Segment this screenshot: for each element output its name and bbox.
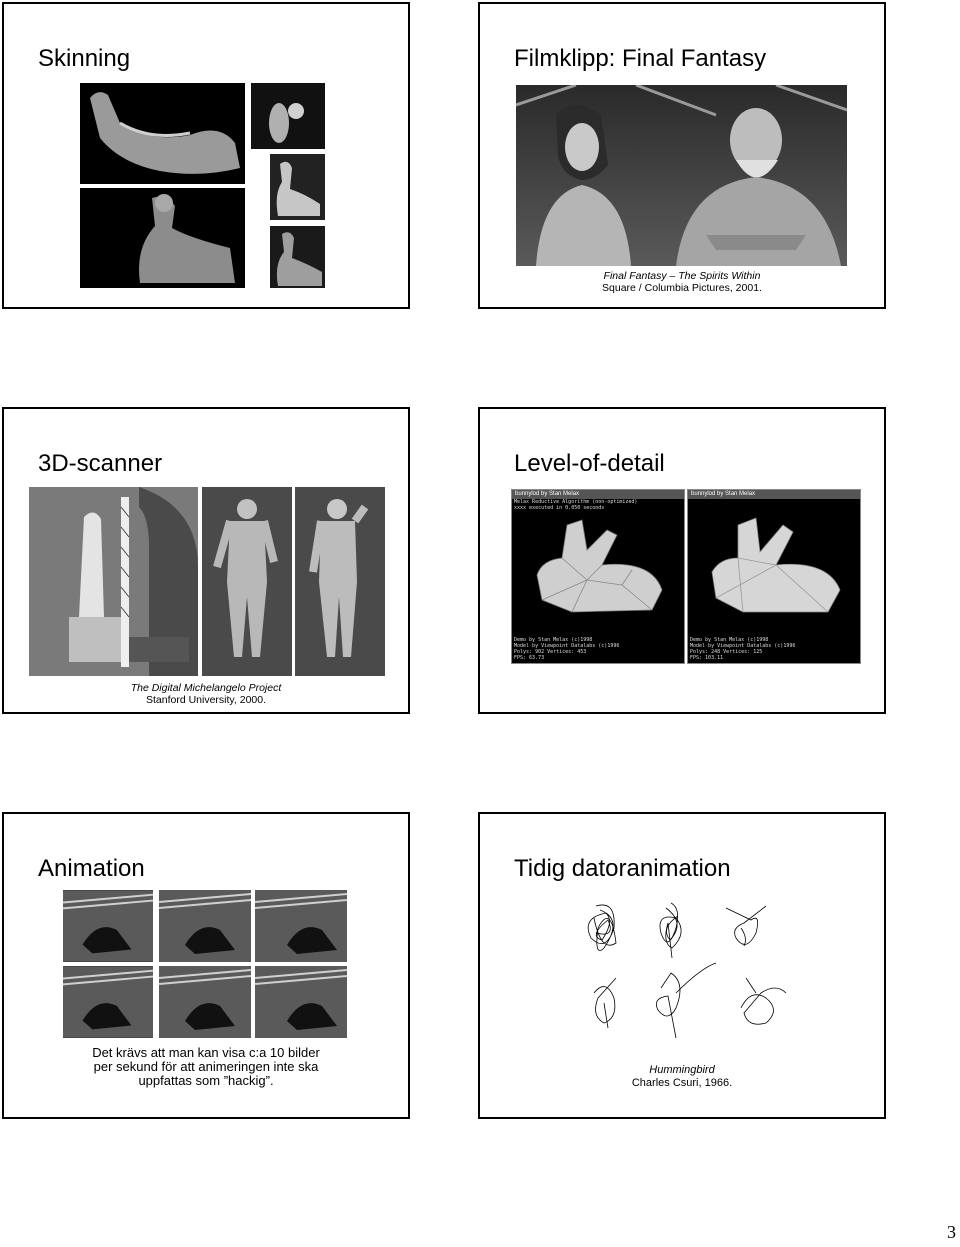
motion-frame-graphic bbox=[255, 890, 347, 962]
caption-line-1: Hummingbird bbox=[649, 1064, 715, 1076]
animation-caption bbox=[4, 1046, 408, 1088]
animation-frame bbox=[255, 890, 347, 962]
page-number: 3 bbox=[947, 1222, 956, 1242]
motion-frame-graphic bbox=[159, 890, 251, 962]
footer-line: FPS: 103.11 bbox=[690, 655, 724, 661]
animation-frame bbox=[159, 890, 251, 962]
slide-animation bbox=[2, 812, 410, 1119]
caption-line-1: Final Fantasy – The Spirits Within bbox=[603, 270, 761, 282]
slide-title: Level-of-detail bbox=[514, 450, 665, 477]
slide-final-fantasy bbox=[478, 2, 886, 309]
caption-line-3: uppfattas som ”hackig”. bbox=[138, 1073, 274, 1088]
footer-line: Polys: 248 Vertices: 125 bbox=[690, 649, 763, 655]
slide-title: Skinning bbox=[38, 45, 131, 72]
animation-frame bbox=[255, 966, 347, 1038]
hummingbird-caption bbox=[480, 1064, 884, 1090]
caption-line-2: per sekund för att animeringen inte ska bbox=[93, 1059, 319, 1074]
arm-photo-small-3 bbox=[270, 226, 325, 288]
footer-line: Polys: 902 Vertices: 453 bbox=[514, 649, 587, 655]
animation-frame bbox=[63, 890, 153, 962]
arm-photo-small-2 bbox=[270, 154, 325, 220]
david-back-scan bbox=[202, 487, 292, 676]
footer-line: Model by Viewpoint Datalabs (c)1996 bbox=[690, 643, 796, 649]
slide-level-of-detail bbox=[478, 407, 886, 714]
bunny-mesh-high bbox=[512, 510, 684, 620]
arm-photo-large-bottom bbox=[80, 188, 245, 288]
motion-frame-graphic bbox=[63, 966, 153, 1038]
caption-line-1: The Digital Michelangelo Project bbox=[130, 682, 282, 694]
footer-line: Model by Viewpoint Datalabs (c)1996 bbox=[514, 643, 620, 649]
slide-title: Filmklipp: Final Fantasy bbox=[514, 45, 767, 72]
slide-title: Animation bbox=[38, 855, 145, 882]
animation-frame bbox=[63, 966, 153, 1038]
caption-line-1: Det krävs att man kan visa c:a 10 bilder bbox=[92, 1045, 320, 1060]
slide-title: Tidig datoranimation bbox=[514, 855, 731, 882]
lod-window-low-poly bbox=[687, 489, 861, 664]
final-fantasy-caption bbox=[480, 270, 884, 294]
slide-title: 3D-scanner bbox=[38, 450, 163, 477]
footer-line: FPS: 63.73 bbox=[514, 655, 545, 661]
animation-frame bbox=[159, 966, 251, 1038]
hummingbird-drawings bbox=[576, 898, 812, 1058]
slide-early-animation bbox=[478, 812, 886, 1119]
window-title: bunnylod by Stan Melax bbox=[512, 490, 684, 499]
caption-line-2: Stanford University, 2000. bbox=[145, 694, 267, 706]
console-line: xxxx executed in 0.050 seconds bbox=[514, 505, 605, 511]
motion-frame-graphic bbox=[63, 890, 153, 962]
lod-window-high-poly bbox=[511, 489, 685, 664]
gantry-photo bbox=[29, 487, 198, 676]
caption-line-2: Square / Columbia Pictures, 2001. bbox=[602, 282, 762, 294]
slide-3d-scanner bbox=[2, 407, 410, 714]
david-front-scan bbox=[295, 487, 385, 676]
final-fantasy-still bbox=[516, 85, 847, 266]
console-line: Melax Reductive Algorithm (non-optimized) bbox=[514, 499, 638, 505]
arm-photo-small-1 bbox=[251, 83, 325, 149]
scanner-caption bbox=[4, 682, 408, 706]
bunny-mesh-low bbox=[688, 510, 860, 620]
motion-frame-graphic bbox=[159, 966, 251, 1038]
caption-line-2: Charles Csuri, 1966. bbox=[631, 1077, 733, 1089]
footer-line: Demo by Stan Melax (c)1998 bbox=[690, 637, 769, 643]
slide-skinning bbox=[2, 2, 410, 309]
arm-photo-large-top bbox=[80, 83, 245, 184]
footer-line: Demo by Stan Melax (c)1998 bbox=[514, 637, 593, 643]
motion-frame-graphic bbox=[255, 966, 347, 1038]
window-title: bunnylod by Stan Melax bbox=[688, 490, 860, 499]
